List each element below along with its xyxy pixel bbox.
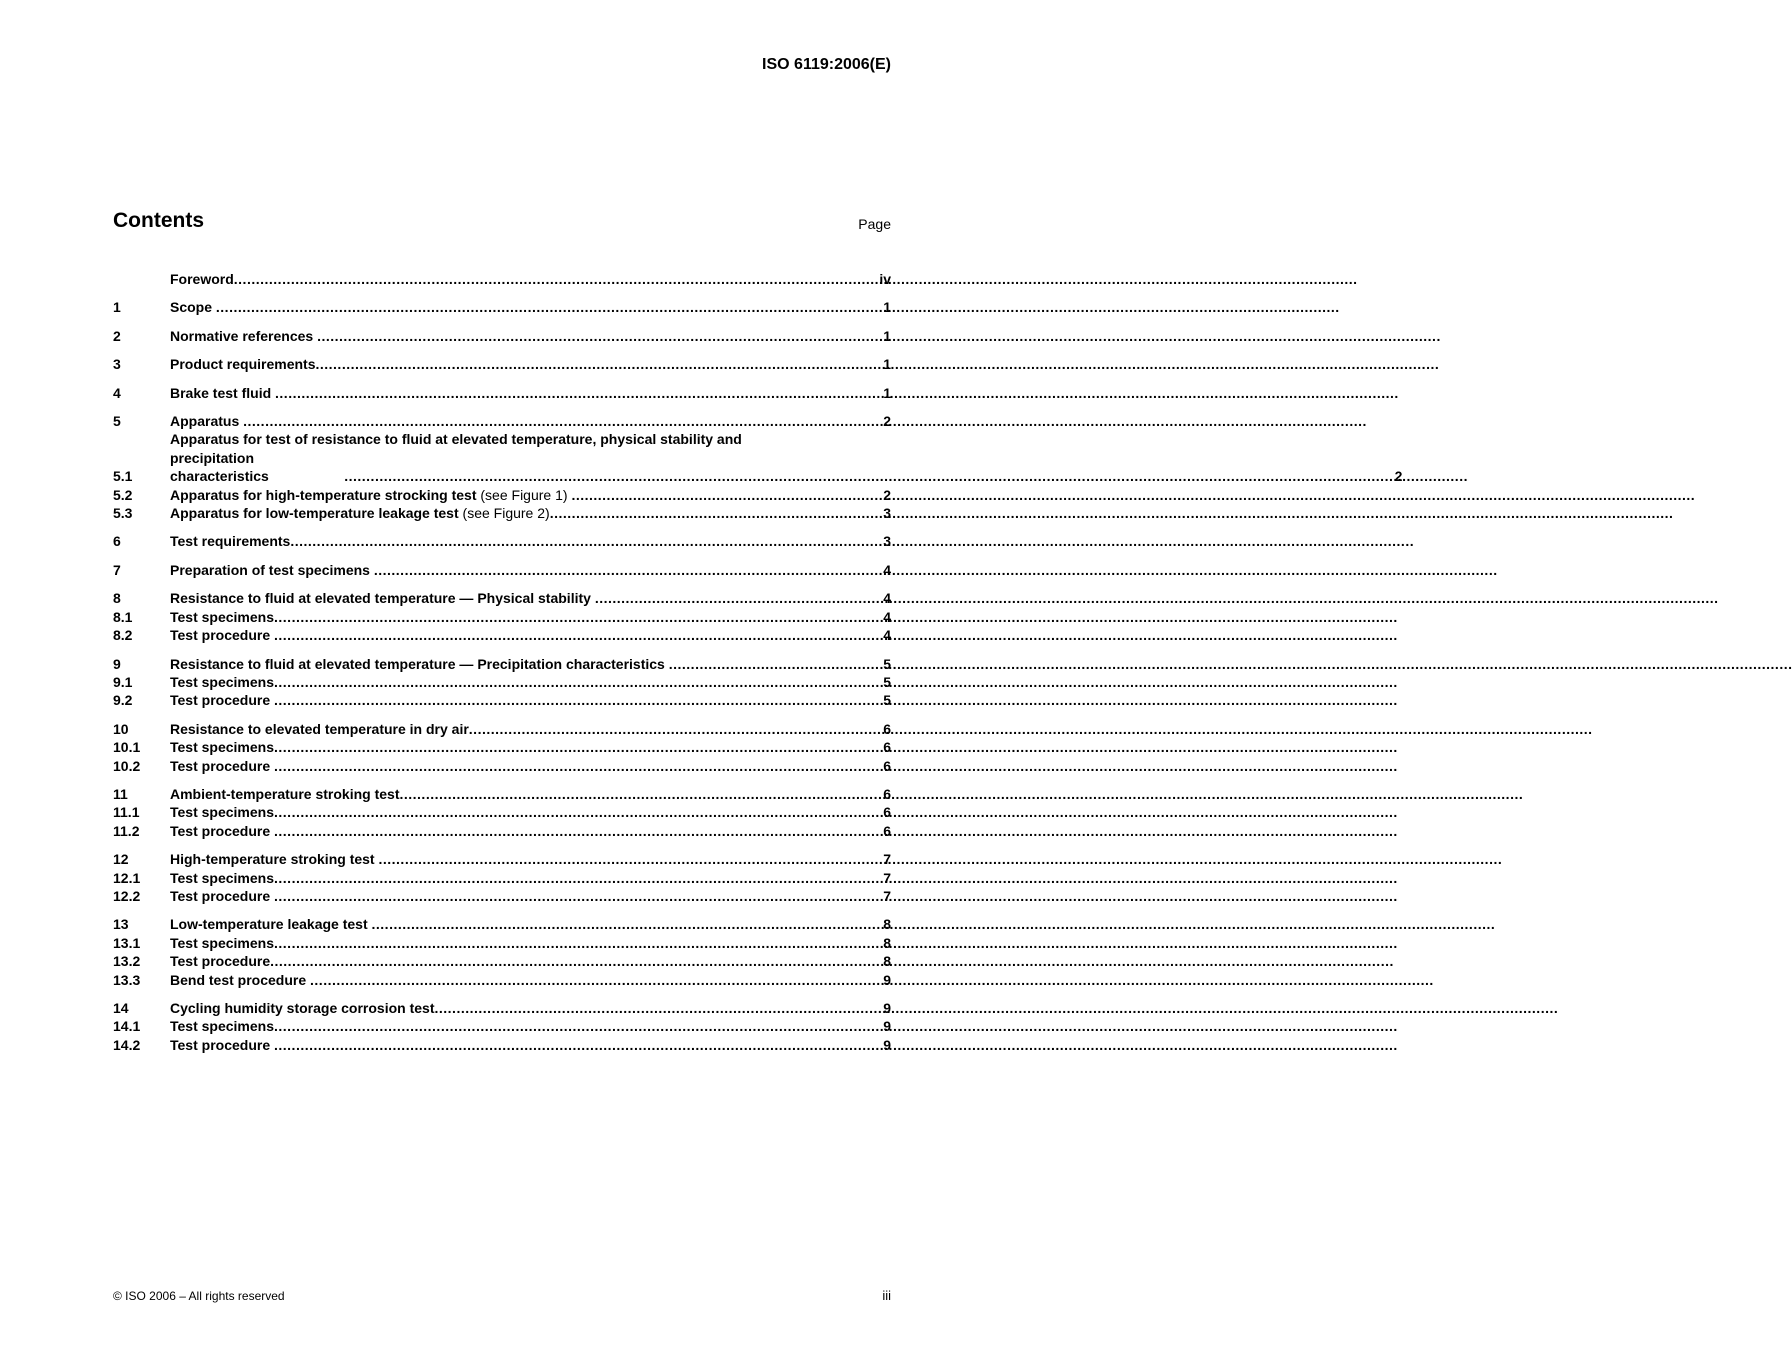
toc-entry-number: 14 [113, 1000, 129, 1016]
toc-entry[interactable] [113, 803, 891, 821]
toc-entry-page: 8 [883, 916, 891, 933]
toc-entry[interactable] [113, 915, 891, 933]
toc-entry[interactable] [113, 952, 891, 970]
toc-entry-title: Test requirements [170, 533, 291, 550]
toc-entry-number: 5.3 [113, 505, 133, 522]
toc-entry[interactable] [113, 430, 1403, 485]
toc-group [113, 915, 891, 989]
toc-entry-title: Test specimens [170, 1018, 275, 1035]
toc-entry-title: Test specimens [170, 673, 275, 690]
toc-entry-title: Low-temperature leakage test [170, 916, 372, 933]
toc-entry-number: 13.1 [113, 934, 141, 951]
toc-entry-page: 2 [883, 413, 891, 430]
toc-entry-page: 5 [883, 692, 891, 709]
toc-entry-title-line1: Apparatus for test of resistance to fluid at elevated temperature, physical stability and [170, 431, 742, 448]
toc-group [113, 850, 891, 905]
toc-entry-title: Test procedure [170, 822, 274, 839]
dot-leader [344, 467, 1392, 485]
toc-entry-page: 2 [1394, 468, 1403, 485]
toc-entry-page: 9 [883, 1000, 891, 1016]
footer-copyright: © ISO 2006 – All rights reserved [113, 1289, 285, 1303]
toc-entry-title: Cycling humidity storage corrosion test [170, 1000, 435, 1016]
dot-leader [290, 532, 881, 550]
toc-entry[interactable] [113, 355, 891, 373]
toc-entry-title: Test specimens [170, 804, 275, 821]
toc-entry-number: 13.2 [113, 953, 141, 970]
dot-leader [310, 971, 881, 989]
dot-leader [274, 757, 881, 775]
toc-entry-number: 10.1 [113, 739, 141, 756]
toc-group [113, 532, 891, 550]
toc-entry-page: 2 [883, 486, 891, 503]
toc-entry-title: Apparatus for high-temperature strocking test [170, 486, 477, 503]
toc-group [113, 298, 891, 316]
toc-entry-number: 2 [113, 327, 121, 344]
toc-entry-number: 9.1 [113, 673, 133, 690]
toc-entry[interactable] [113, 561, 891, 579]
toc-entry-title: Ambient-temperature stroking test [170, 785, 400, 802]
toc-entry-title: Test specimens [170, 608, 275, 625]
dot-leader [274, 822, 881, 840]
toc-entry-page: 6 [883, 739, 891, 756]
toc-group [113, 999, 891, 1054]
toc-entry[interactable] [113, 384, 891, 402]
toc-entry-number: 4 [113, 384, 121, 401]
dot-leader [243, 412, 881, 430]
toc-entry-number: 6 [113, 533, 121, 550]
dot-leader [315, 355, 881, 373]
toc-entry-page: 7 [883, 869, 891, 886]
dot-leader [374, 561, 881, 579]
dot-leader [234, 270, 878, 288]
toc-entry-page: 3 [883, 505, 891, 522]
toc-entry[interactable] [113, 785, 891, 803]
dot-leader [378, 850, 881, 868]
dot-leader [317, 327, 881, 345]
toc-entry-title: Scope [170, 299, 216, 316]
toc-entry[interactable] [113, 887, 891, 905]
toc-entry[interactable] [113, 655, 891, 673]
toc-entry[interactable] [113, 934, 891, 952]
toc-group [113, 270, 891, 288]
toc-entry-title: Preparation of test specimens [170, 561, 374, 578]
toc-entry-number: 13 [113, 916, 129, 933]
dot-leader [274, 738, 881, 756]
toc-group [113, 589, 891, 644]
toc-entry-page: 7 [883, 887, 891, 904]
toc-entry-page: 4 [883, 590, 891, 607]
dot-leader [435, 999, 882, 1017]
toc-entry-number: 8.1 [113, 608, 133, 625]
toc-group [113, 561, 891, 579]
toc-entry-title: Bend test procedure [170, 971, 311, 988]
toc-entry-number: 14.1 [113, 1018, 141, 1035]
toc-entry-page: 5 [883, 673, 891, 690]
toc-entry[interactable] [113, 1017, 891, 1035]
dot-leader [399, 785, 881, 803]
dot-leader [469, 720, 881, 738]
table-of-contents [113, 270, 1403, 1064]
toc-entry-title: Test specimens [170, 934, 275, 951]
toc-entry[interactable] [113, 270, 891, 288]
toc-entry-number: 9 [113, 655, 121, 672]
toc-entry-page: iv [879, 271, 891, 287]
toc-entry-number: 13.3 [113, 971, 141, 988]
toc-entry-title: Brake test fluid [170, 384, 276, 401]
toc-entry-title: Apparatus for low-temperature leakage test [170, 505, 459, 522]
toc-entry[interactable] [113, 869, 891, 887]
toc-entry[interactable] [113, 1036, 891, 1054]
toc-entry-title: Test procedure [170, 692, 274, 709]
toc-entry[interactable] [113, 504, 891, 522]
toc-entry[interactable] [113, 608, 891, 626]
toc-entry-number: 5.1 [113, 468, 133, 485]
dot-leader [275, 384, 881, 402]
toc-entry-title: Test procedure [170, 887, 274, 904]
dot-leader [274, 869, 881, 887]
toc-entry-number: 7 [113, 561, 121, 578]
toc-entry-page: 6 [883, 822, 891, 839]
toc-entry-title: High-temperature stroking test [170, 851, 379, 868]
toc-group [113, 327, 891, 345]
toc-entry[interactable] [113, 822, 891, 840]
page-title: Contents [113, 209, 204, 232]
dot-leader [274, 673, 881, 691]
dot-leader [274, 1036, 881, 1054]
dot-leader [669, 655, 881, 673]
toc-entry[interactable] [113, 971, 891, 989]
toc-entry[interactable] [113, 673, 891, 691]
toc-entry-number: 3 [113, 356, 121, 373]
toc-entry-number: 5 [113, 413, 121, 430]
toc-entry-page: 1 [883, 384, 891, 401]
dot-leader [372, 915, 882, 933]
toc-entry[interactable] [113, 738, 891, 756]
toc-entry-page: 4 [883, 561, 891, 578]
toc-group [113, 355, 891, 373]
toc-entry-title: Test procedure [170, 1036, 274, 1053]
toc-entry-title: Product requirements [170, 356, 316, 373]
toc-entry[interactable] [113, 298, 891, 316]
toc-entry-page: 6 [883, 785, 891, 802]
toc-entry-title: Test specimens [170, 739, 275, 756]
dot-leader [274, 803, 881, 821]
dot-leader [216, 298, 881, 316]
toc-entry-number: 8 [113, 590, 121, 607]
toc-group [113, 720, 891, 775]
toc-entry-title: Test procedure [170, 953, 271, 970]
dot-leader [274, 608, 881, 626]
toc-group [113, 412, 1403, 522]
toc-group [113, 655, 891, 710]
toc-entry-page: 8 [883, 953, 891, 970]
dot-leader [595, 589, 881, 607]
toc-entry-number: 12 [113, 851, 129, 868]
toc-entry-note: (see Figure 2) [458, 505, 550, 522]
toc-entry-number: 10 [113, 720, 129, 737]
toc-entry-number: 9.2 [113, 692, 133, 709]
toc-entry-page: 8 [883, 934, 891, 951]
toc-entry-page: 1 [883, 299, 891, 316]
toc-entry-title: Test procedure [170, 757, 274, 774]
toc-entry-page: 6 [883, 804, 891, 821]
toc-entry-number: 11.1 [113, 804, 140, 821]
page-header: ISO 6119:2006(E) [762, 56, 891, 73]
toc-entry-number: 12.1 [113, 869, 141, 886]
toc-entry-number: 8.2 [113, 627, 133, 644]
toc-entry[interactable] [113, 412, 891, 430]
toc-group [113, 384, 891, 402]
toc-entry-title: Resistance to fluid at elevated temperature — Precipitation characteristics [170, 655, 669, 672]
toc-entry-number: 5.2 [113, 486, 133, 503]
dot-leader [274, 1017, 881, 1035]
toc-group [113, 785, 891, 840]
toc-entry-title: Test specimens [170, 869, 275, 886]
toc-entry-number: 14.2 [113, 1036, 141, 1053]
toc-entry[interactable] [113, 589, 891, 607]
toc-entry[interactable] [113, 850, 891, 868]
toc-entry[interactable] [113, 327, 891, 345]
toc-entry-page: 5 [883, 655, 891, 672]
toc-entry[interactable] [113, 720, 891, 738]
toc-entry-page: 3 [883, 533, 891, 550]
toc-entry-number: 10.2 [113, 757, 141, 774]
toc-entry-number: 11.2 [113, 822, 140, 839]
toc-entry-page: 6 [883, 720, 891, 737]
dot-leader [274, 691, 881, 709]
toc-entry-title: Foreword [170, 271, 234, 287]
page-column-label: Page [858, 216, 891, 232]
toc-entry-title: Apparatus [170, 413, 244, 430]
toc-entry-page: 4 [883, 608, 891, 625]
toc-entry-title: Normative references [170, 327, 318, 344]
toc-entry-title: precipitation characteristics [170, 449, 269, 485]
toc-entry-page: 1 [883, 356, 891, 373]
toc-entry-title: Resistance to fluid at elevated temperature — Physical stability [170, 590, 595, 607]
toc-entry[interactable] [113, 999, 891, 1017]
toc-entry[interactable] [113, 757, 891, 775]
toc-entry-number: 1 [113, 299, 121, 316]
dot-leader [571, 486, 881, 504]
toc-entry-number: 11 [113, 785, 128, 802]
footer-page-number: iii [882, 1288, 891, 1303]
dot-leader [550, 504, 882, 522]
toc-entry[interactable] [113, 626, 891, 644]
toc-entry-page: 7 [883, 851, 891, 868]
toc-entry[interactable] [113, 691, 891, 709]
toc-entry-page: 9 [883, 971, 891, 988]
toc-entry-title: Resistance to elevated temperature in dry air [170, 720, 469, 737]
toc-entry[interactable] [113, 486, 891, 504]
toc-entry-note: (see Figure 1) [476, 486, 572, 503]
toc-entry-title: Test procedure [170, 627, 274, 644]
toc-entry-page: 6 [883, 757, 891, 774]
toc-entry-page: 4 [883, 627, 891, 644]
dot-leader [274, 626, 881, 644]
toc-entry-page: 9 [883, 1036, 891, 1053]
dot-leader [274, 887, 881, 905]
toc-entry-number: 12.2 [113, 887, 141, 904]
toc-entry-page: 1 [883, 327, 891, 344]
dot-leader [274, 934, 881, 952]
toc-entry[interactable] [113, 532, 891, 550]
dot-leader [270, 952, 881, 970]
toc-entry-page: 9 [883, 1018, 891, 1035]
